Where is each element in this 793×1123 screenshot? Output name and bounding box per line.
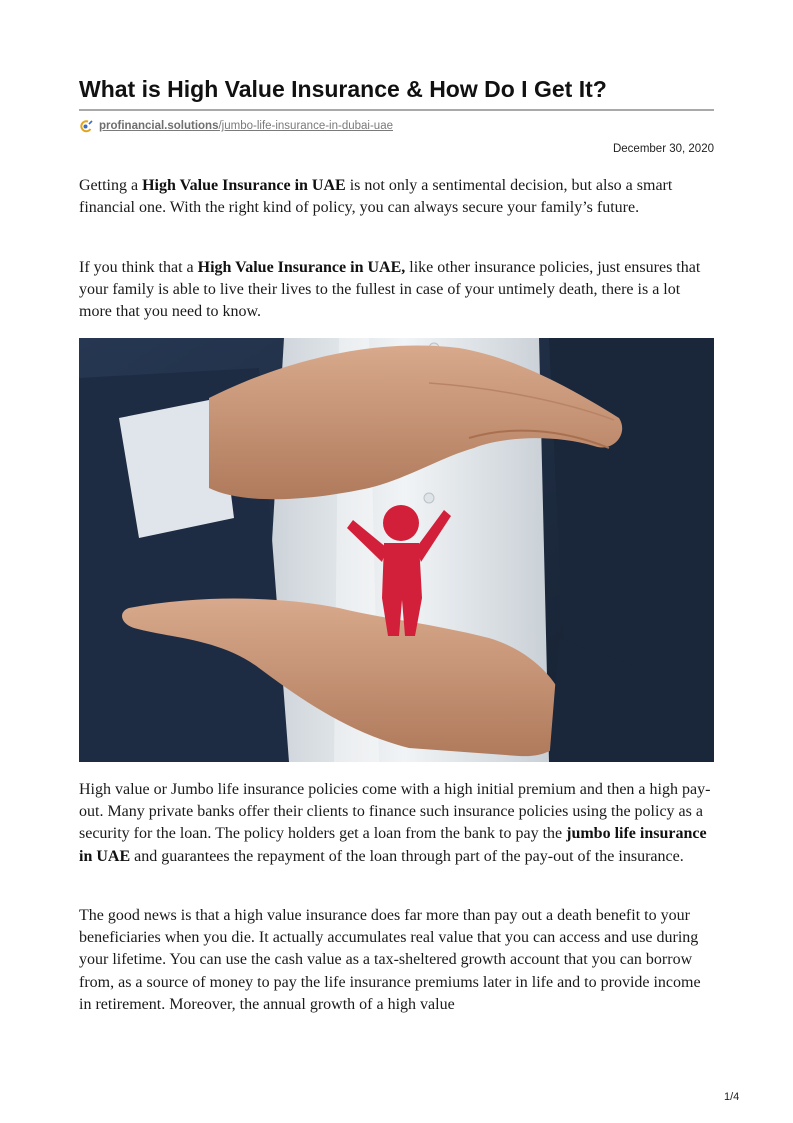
hands-protecting-figure-photo (79, 338, 714, 762)
page-title: What is High Value Insurance & How Do I Get It? (79, 76, 607, 102)
source-url[interactable] (99, 120, 393, 132)
bold-keyword: jumbo life insurance in UAE (79, 825, 707, 865)
source-link[interactable] (79, 117, 393, 135)
title-divider (79, 109, 714, 111)
bold-keyword: High Value Insurance in UAE (142, 177, 346, 194)
publish-date: December 30, 2020 (612, 143, 714, 155)
paragraph-4: The good news is that a high value insurance does far more than pay out a death benefit to your beneficiaries when you die. It actually accumulates real value that you can access and use during your lifetime. You can use the cash value as a tax-sheltered growth account that you can borrow from, as a source of money to pay the life insurance premiums later in life and to provide income in retirement. Moreover, the annual growth of a high value (79, 907, 701, 1013)
bold-keyword: High Value Insurance in UAE, (197, 259, 406, 276)
source-path: /jumbo-life-insurance-in-dubai-uae (218, 120, 393, 132)
paragraph-2: If you think that a High Value Insurance in UAE, like other insurance policies, just ensures that your family is able to live their lives to the fullest in case of your untimely death, there is a lot more that you need to know. (79, 259, 701, 321)
paragraph-3: High value or Jumbo life insurance policies come with a high initial premium and then a high pay-out. Many private banks offer their clients to finance such insurance policies using the policy as a security for the loan. The policy holders get a loan from the bank to pay the jumbo life insurance in UAE and guarantees the repayment of the loan through part of the pay-out of the insurance. (79, 781, 711, 865)
source-domain: profinancial.solutions (99, 120, 219, 132)
page-number: 1/4 (724, 1091, 740, 1103)
paragraph-1: Getting a High Value Insurance in UAE is not only a sentimental decision, but also a smart financial one. With the right kind of policy, you can always secure your family’s future. (79, 177, 673, 217)
link-icon (79, 119, 94, 134)
